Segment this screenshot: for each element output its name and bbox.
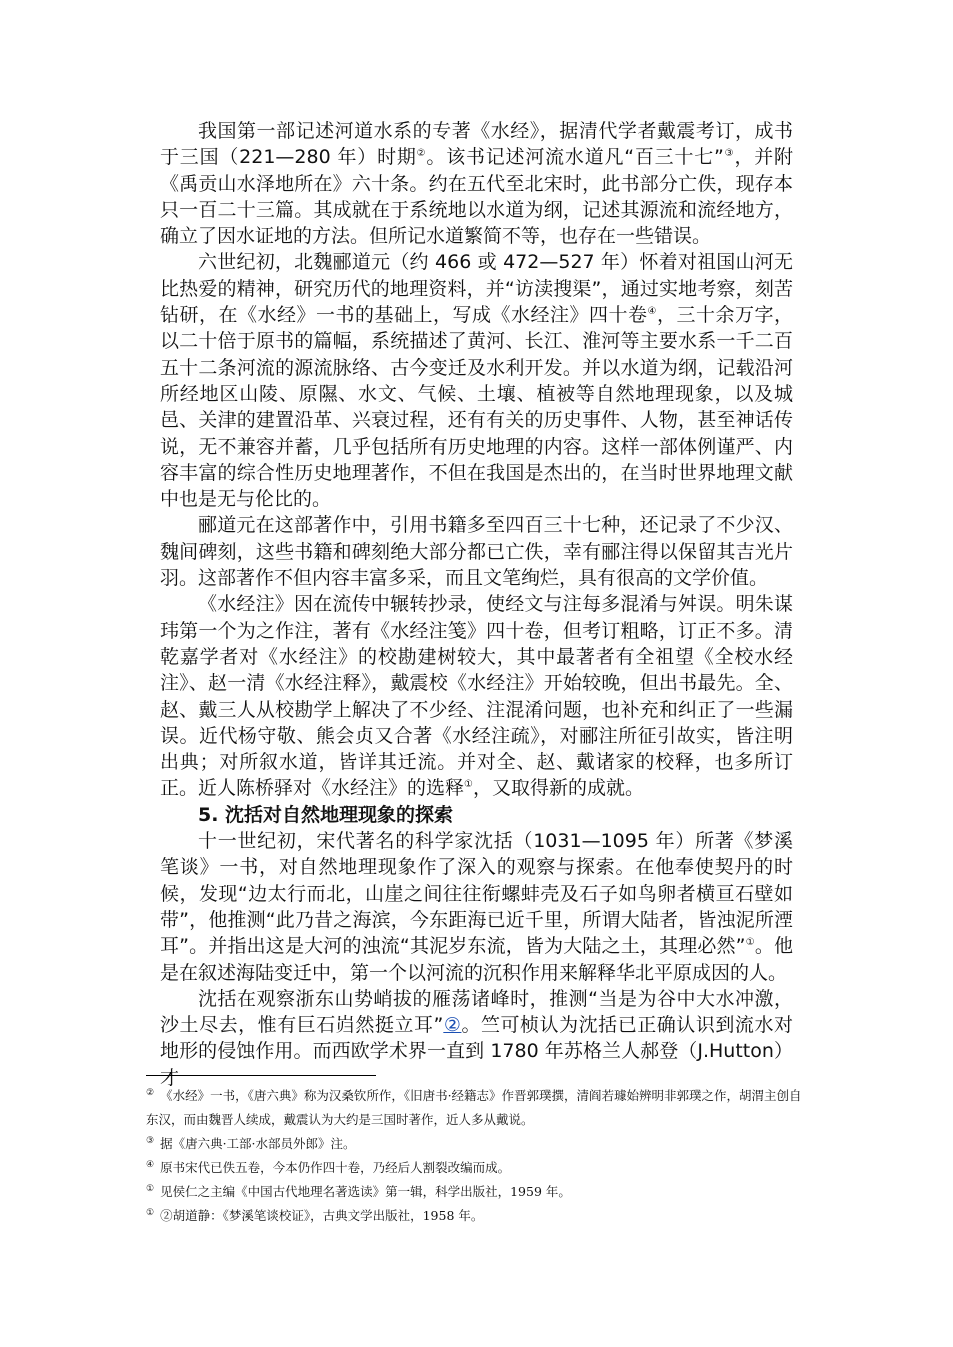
footnote-text: 据《唐六典·工部·水部员外郎》注。 <box>160 1136 356 1151</box>
text-run: 《水经注》因在流传中辗转抄录，使经文与注每多混淆与舛误。明朱谋玮第一个为之作注，著有《水经注笺》四十卷，但考订粗略，订正不多。清乾嘉学者对《水经注》的校勘建树较大，其中最著者有全祖望《全校水经注》、赵一清《水经注释》，戴震校《水经注》开始较晚，但出书最先。全、赵、戴三人从校勘学上解决了不少经、注混淆问题，也补充和纠正了一些漏误。近代杨守敬、熊会贞又合著《水经注疏》，对郦注所征引故实，皆注明出典；对所叙水道，皆详其迁流。并对全、赵、戴诸家的校释，也多所订正。近人陈桥驿对《水经注》的选释 <box>160 593 793 800</box>
paragraph <box>160 249 793 512</box>
text-run: 。他是在叙述海陆变迁中，第一个以河流的沉积作用来解释华北平原成因的人。 <box>160 935 793 984</box>
text-run: 十一世纪初，宋代著名的科学家沈括（1031—1095 年）所著《梦溪笔谈》一书，对自然地理现象作了深入的观察与探索。在他奉使契丹的时候，发现“边太行而北，山崖之间往往衔螺蚌壳及石子如鸟卵者横亘石壁如带”，他推测“此乃昔之海滨，今东距海已近千里，所谓大陆者，皆浊泥所湮耳”。并指出这是大河的浊流“其泥岁东流，皆为大陆之土，其理必然” <box>160 830 793 958</box>
text-run: 沈括在观察浙东山势峭拔的雁荡诸峰时，推测“当是为谷中大水冲激，沙土尽去，惟有巨石岿然挺立耳” <box>160 987 793 1037</box>
footnote-mark: ① <box>146 1184 155 1194</box>
footnote-ref: ① <box>464 779 473 791</box>
footnote-ref: ① <box>745 937 755 949</box>
footnote-mark: ② <box>146 1088 155 1098</box>
text-run: 5. 沈括对自然地理现象的探索 <box>198 803 454 826</box>
text-run: 。竺可桢认为沈括已正确认识到流水对地形的侵蚀作用。而西欧学术界一直到 1780 年苏格兰人郝登（J.Hutton）才 <box>160 1014 793 1089</box>
text-run: ，三十余万字，以二十倍于原书的篇幅，系统描述了黄河、长江、淮河等主要水系一千二百五十二条河流的源流脉络、古今变迁及水利开发。并以水道为纲，记载沿河所经地区山陵、原隰、水文、气候、土壤、植被等自然地理现象，以及城邑、关津的建置沿革、兴衰过程，还有有关的历史事件、人物，甚至神话传说，无不兼容并蓄，几乎包括所有历史地理的内容。这样一部体例谨严、内容丰富的综合性历史地理著作，不但在我国是杰出的，在当时世界地理文献中也是无与伦比的。 <box>160 304 793 511</box>
footnote-text: 原书宋代已佚五卷，今本仍作四十卷，乃经后人割裂改编而成。 <box>160 1160 511 1175</box>
footnote <box>146 1204 808 1228</box>
paragraph <box>160 512 793 591</box>
text-run: 郦道元在这部著作中，引用书籍多至四百三十七种，还记录了不少汉、魏间碑刻，这些书籍和碑刻绝大部分都已亡佚，幸有郦注得以保留其吉光片羽。这部著作不但内容丰富多采，而且文笔绚烂，具有很高的文学价值。 <box>160 514 793 590</box>
footnote-mark: ① <box>146 1208 155 1218</box>
paragraph <box>160 828 793 986</box>
footnote-link[interactable]: ② <box>443 1014 462 1037</box>
footnote-ref: ② <box>416 148 427 160</box>
text-run: 六世纪初，北魏郦道元（约 466 或 472—527 年）怀着对祖国山河无比热爱的精神，研究历代的地理资料，并“访渎搜渠”，通过实地考察，刻苦钻研，在《水经》一书的基础上，写成《水经注》四十卷 <box>160 251 793 327</box>
text-run: ，又取得新的成就。 <box>472 777 644 800</box>
footnote <box>146 1132 808 1156</box>
footnote-mark: ④ <box>146 1160 155 1170</box>
footnote <box>146 1156 808 1180</box>
text-run: 我国第一部记述河道水系的专著《水经》，据清代学者戴震考订，成书于三国（221—280 年）时期 <box>160 120 793 169</box>
footnote-ref: ④ <box>647 306 657 318</box>
footnote <box>146 1180 808 1204</box>
text-run: 。该书记述河流水道凡“百三十七” <box>426 146 724 169</box>
footnotes <box>146 1084 808 1228</box>
paragraph <box>160 118 793 249</box>
footnote-mark: ③ <box>146 1136 155 1146</box>
paragraph <box>160 591 793 801</box>
footnote-ref: ③ <box>723 148 735 160</box>
footnote-divider <box>146 1075 376 1076</box>
footnote-text: 见侯仁之主编《中国古代地理名著选读》第一辑，科学出版社，1959 年。 <box>160 1184 571 1199</box>
main-text <box>160 118 793 1091</box>
section-heading <box>160 802 793 828</box>
footnote-text: ②胡道静：《梦溪笔谈校证》，古典文学出版社，1958 年。 <box>160 1208 484 1223</box>
footnote <box>146 1084 808 1132</box>
text-run: ，并附《禹贡山水泽地所在》六十条。约在五代至北宋时，此书部分亡佚，现存本只一百二十三篇。其成就在于系统地以水道为纲，记述其源流和流经地方，确立了因水证地的方法。但所记水道繁简不等，也存在一些错误。 <box>160 146 794 248</box>
footnote-text: 《水经》一书，《唐六典》称为汉桑钦所作，《旧唐书·经籍志》作晋郭璞撰，清阎若璩始辨明非郭璞之作，胡渭主创自东汉，而由魏晋人续成，戴震认为大约是三国时著作，近人多从戴说。 <box>146 1088 802 1127</box>
